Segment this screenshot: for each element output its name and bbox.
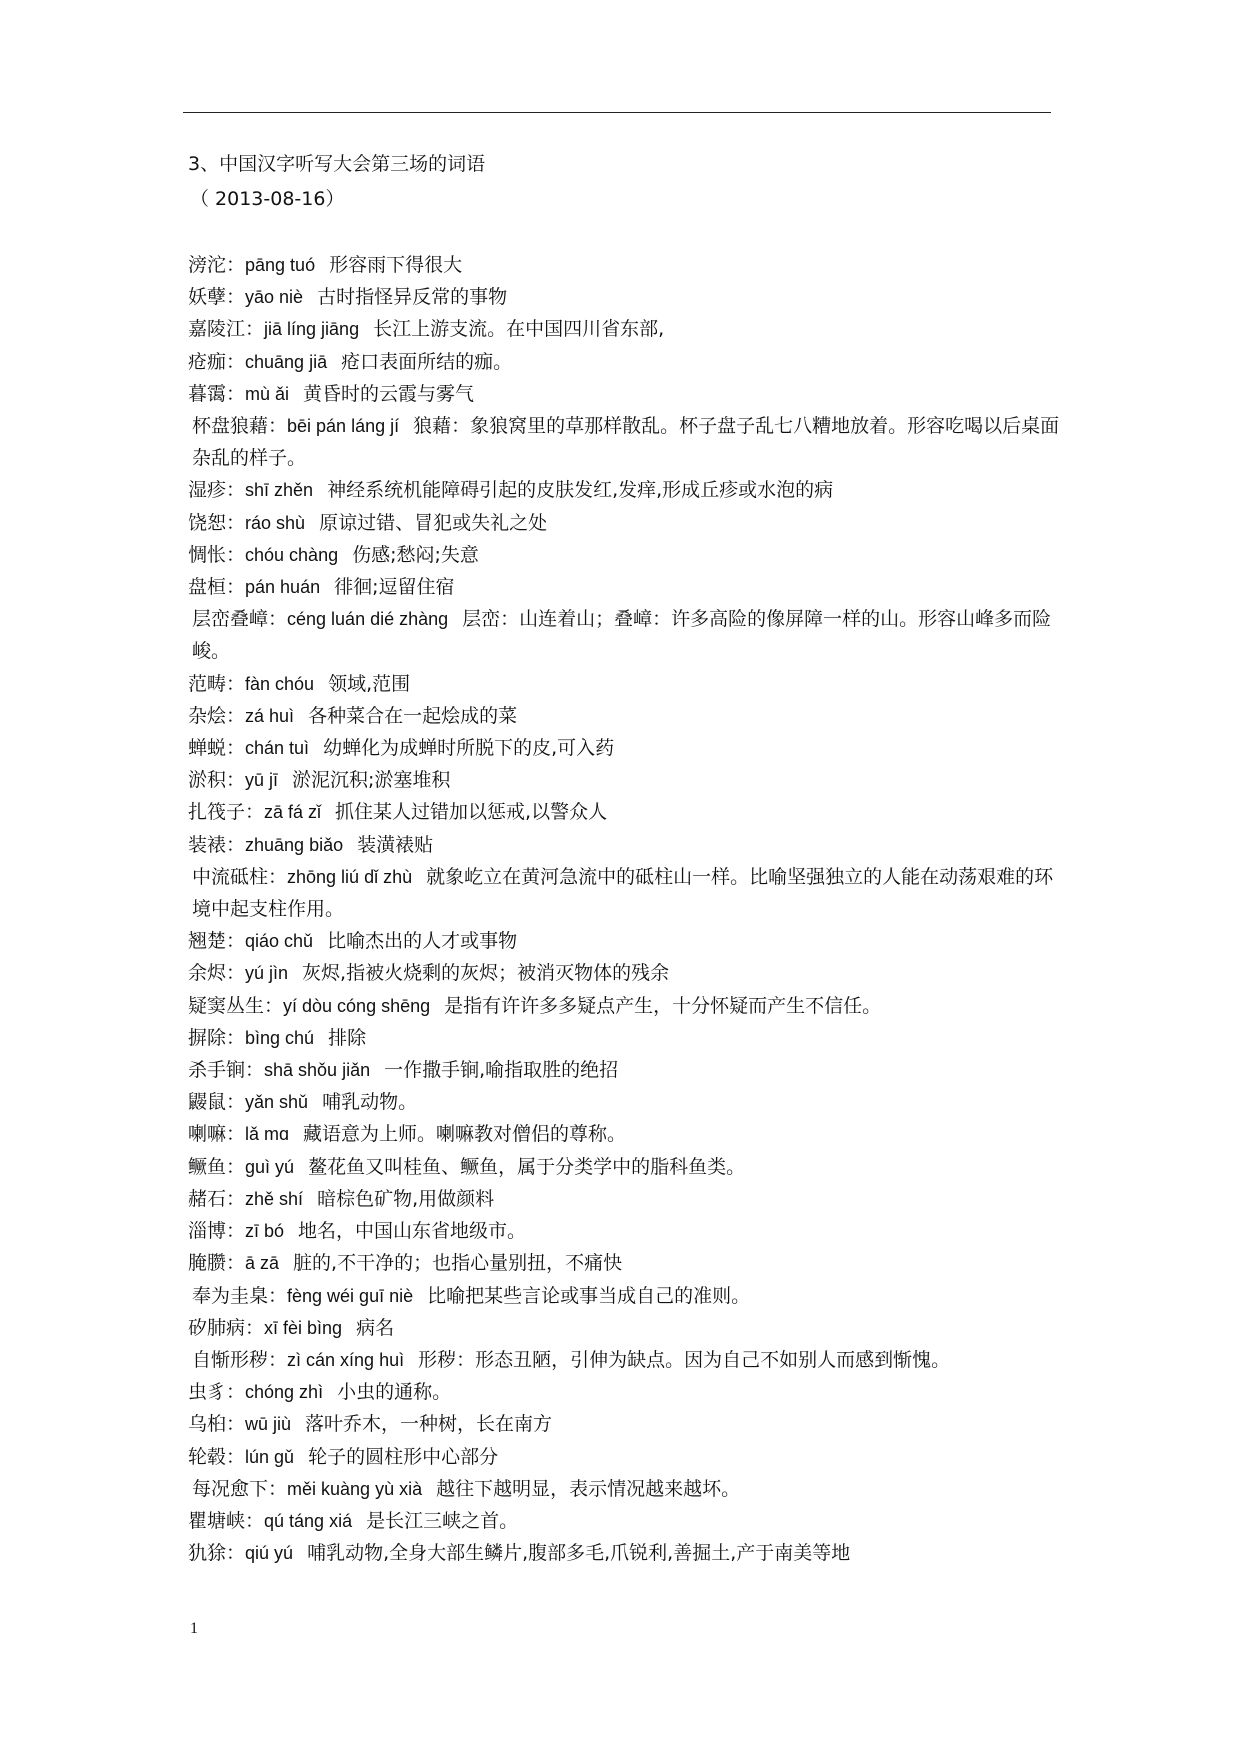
entry-pinyin: mù ǎi (245, 383, 290, 404)
entry-pinyin: pāng tuó (245, 255, 316, 275)
entry-definition: 比喻杰出的人才或事物 (327, 930, 518, 953)
entry-pinyin: ráo shù (245, 512, 306, 533)
entry-pinyin: zá huì (245, 705, 295, 726)
word-entry (188, 410, 1068, 474)
entry-word: 虫豸： (188, 1381, 246, 1404)
entry-word: 杀手锏： (188, 1059, 265, 1082)
entry-word: 湿疹： (188, 479, 246, 502)
page-number: 1 (190, 1620, 198, 1637)
entry-word: 乌桕： (188, 1413, 246, 1436)
entry-pinyin: yí dòu cóng shēng (283, 995, 431, 1016)
entry-definition: 小虫的通称。 (337, 1381, 452, 1404)
entry-pinyin: chuāng jiā (245, 351, 328, 372)
entry-pinyin: jiā líng jiāng (264, 319, 360, 340)
entry-definition: 淤泥沉积;淤塞堆积 (292, 769, 451, 792)
entry-word: 暮霭： (188, 382, 246, 405)
word-entry (188, 378, 1068, 410)
entry-definition: 古时指怪异反常的事物 (317, 286, 508, 309)
entry-word: 翘楚： (188, 930, 246, 953)
entry-definition: 长江上游支流。在中国四川省东部, (373, 318, 665, 341)
entry-definition: 神经系统机能障碍引起的皮肤发红,发痒,形成丘疹或水泡的病 (327, 479, 834, 502)
entry-word: 盘桓： (188, 576, 246, 599)
entry-word: 余烬： (188, 962, 246, 985)
entry-definition: 层峦：山连着山；叠嶂：许多高险的像屏障一样的山。形容山峰多而险峻。 (192, 608, 1052, 663)
word-entry (188, 1118, 1068, 1150)
entry-word: 妖孽： (188, 286, 246, 309)
entry-word: 矽肺病： (188, 1316, 265, 1339)
word-entry (188, 571, 1068, 603)
entry-pinyin: bìng chú (245, 1027, 315, 1048)
entry-pinyin: qiú yú (245, 1543, 294, 1564)
word-entry (188, 249, 1068, 281)
entry-definition: 落叶乔木，一种树，长在南方 (305, 1413, 553, 1436)
entry-definition: 疮口表面所结的痂。 (341, 350, 513, 373)
entry-word: 嘉陵江： (188, 318, 265, 341)
entry-pinyin: céng luán dié zhàng (287, 609, 449, 630)
word-entry (188, 700, 1068, 732)
entry-pinyin: qú táng xiá (264, 1510, 353, 1531)
word-entry (188, 990, 1068, 1022)
word-entry (188, 1505, 1068, 1537)
entry-word: 层峦叠嶂： (192, 608, 288, 631)
entry-pinyin: qiáo chǔ (245, 931, 314, 952)
entry-definition: 装潢裱贴 (357, 833, 434, 856)
entry-definition: 形秽：形态丑陋，引伸为缺点。因为自己不如别人而感到惭愧。 (418, 1348, 951, 1371)
word-entry (188, 1151, 1068, 1183)
entry-definition: 各种菜合在一起烩成的菜 (308, 704, 518, 727)
entry-word: 杂烩： (188, 704, 246, 727)
entry-definition: 脏的,不干净的；也指心量别扭，不痛快 (293, 1252, 623, 1275)
word-entry (188, 346, 1068, 378)
word-entry (188, 313, 1068, 345)
entry-pinyin: xī fèi bìng (264, 1317, 343, 1338)
entry-word: 腌臜： (188, 1252, 246, 1275)
entry-pinyin: fàn chóu (245, 673, 315, 694)
entry-word: 疮痂： (188, 350, 246, 373)
entry-pinyin: guì yú (245, 1156, 295, 1177)
entry-pinyin: zī bó (245, 1221, 285, 1242)
entry-definition: 领域,范围 (328, 672, 411, 695)
entry-definition: 就象屹立在黄河急流中的砥柱山一样。比喻坚强独立的人能在动荡艰难的环境中起支柱作用。 (192, 865, 1054, 921)
entry-definition: 鳌花鱼又叫桂鱼、鳜鱼，属于分类学中的脂科鱼类。 (308, 1155, 746, 1178)
entry-definition: 一作撒手锏,喻指取胜的绝招 (384, 1059, 619, 1082)
entry-definition: 是长江三峡之首。 (366, 1509, 519, 1532)
entry-pinyin: bēi pán láng jí (287, 416, 400, 437)
entry-pinyin: yǎn shǔ (245, 1092, 309, 1113)
entry-pinyin: měi kuàng yù xià (287, 1478, 423, 1499)
word-entry (188, 1183, 1068, 1215)
entry-definition: 越往下越明显，表示情况越来越坏。 (436, 1477, 741, 1500)
entry-definition: 黄昏时的云霞与雾气 (303, 382, 475, 405)
entry-pinyin: zhuāng biǎo (245, 834, 344, 855)
entry-pinyin: zhě shí (245, 1188, 304, 1209)
word-entry (188, 1344, 1068, 1376)
word-entry (188, 539, 1068, 571)
entry-word: 喇嘛： (188, 1123, 246, 1146)
entry-word: 惆怅： (188, 543, 246, 566)
entry-pinyin: chán tuì (245, 738, 310, 759)
entry-pinyin: yú jìn (245, 963, 289, 984)
entry-word: 扎筏子： (188, 801, 265, 824)
word-entry (188, 1537, 1068, 1569)
document-date: （ 2013-08-16） (190, 188, 345, 210)
word-entry (188, 1441, 1068, 1473)
entry-definition: 排除 (328, 1026, 367, 1049)
word-entry (188, 1086, 1068, 1118)
entry-word: 装裱： (188, 833, 246, 856)
word-entry (188, 1408, 1068, 1440)
entry-word: 赭石： (188, 1187, 246, 1210)
entry-word: 范畴： (188, 672, 246, 695)
entry-definition: 形容雨下得很大 (329, 254, 463, 276)
word-entry (188, 1054, 1068, 1086)
word-entry (188, 668, 1068, 700)
entry-definition: 是指有许许多多疑点产生，十分怀疑而产生不信任。 (444, 994, 882, 1017)
word-list (188, 249, 1068, 1569)
entry-definition: 幼蝉化为成蝉时所脱下的皮,可入药 (323, 737, 615, 760)
word-entry (188, 474, 1068, 506)
entry-word: 每况愈下： (192, 1477, 288, 1500)
word-entry (188, 603, 1068, 667)
entry-word: 轮毂： (188, 1445, 246, 1468)
entry-pinyin: zhōng liú dǐ zhù (287, 866, 413, 887)
entry-pinyin: zì cán xíng huì (287, 1349, 405, 1370)
entry-word: 犰狳： (188, 1542, 246, 1565)
entry-word: 中流砥柱： (192, 865, 288, 888)
entry-definition: 原谅过错、冒犯或失礼之处 (319, 511, 548, 534)
word-entry (188, 1312, 1068, 1344)
entry-definition: 狼藉：象狼窝里的草那样散乱。杯子盘子乱七八糟地放着。形容吃喝以后桌面杂乱的样子。 (192, 415, 1060, 470)
entry-word: 奉为圭臬： (192, 1284, 288, 1307)
entry-word: 淤积： (188, 769, 246, 792)
entry-definition: 伤感;愁闷;失意 (352, 543, 479, 566)
entry-word: 鳜鱼： (188, 1155, 246, 1178)
word-entry (188, 1376, 1068, 1408)
entry-pinyin: wū jiù (245, 1414, 292, 1435)
entry-pinyin: yāo niè (245, 287, 304, 308)
entry-word: 自惭形秽： (192, 1348, 288, 1371)
entry-word: 饶恕： (188, 511, 246, 534)
word-entry (188, 281, 1068, 313)
entry-word: 滂沱： (188, 254, 246, 276)
word-entry (188, 764, 1068, 796)
entry-word: 瞿塘峡： (188, 1509, 265, 1532)
entry-word: 杯盘狼藉： (192, 415, 288, 438)
word-entry (188, 507, 1068, 539)
word-entry (188, 1215, 1068, 1247)
entry-definition: 灰烬,指被火烧剩的灰烬；被消灭物体的残余 (302, 962, 670, 985)
entry-word: 摒除： (188, 1026, 246, 1049)
entry-pinyin: zā fá zǐ (264, 802, 322, 823)
entry-definition: 哺乳动物,全身大部生鳞片,腹部多毛,爪锐利,善掘土,产于南美等地 (307, 1542, 851, 1565)
entry-pinyin: fèng wéi guī niè (287, 1285, 414, 1306)
entry-definition: 抓住某人过错加以惩戒,以警众人 (335, 801, 608, 824)
header-rule (183, 112, 1051, 113)
word-entry (188, 861, 1068, 925)
entry-definition: 轮子的圆柱形中心部分 (308, 1445, 499, 1468)
entry-word: 蝉蜕： (188, 737, 246, 760)
entry-pinyin: shī zhěn (245, 480, 314, 501)
word-entry (188, 796, 1068, 828)
entry-word: 疑窦丛生： (188, 994, 284, 1017)
entry-word: 淄博： (188, 1220, 246, 1243)
word-entry (188, 925, 1068, 957)
entry-definition: 哺乳动物。 (322, 1091, 418, 1114)
entry-pinyin: yū jī (245, 770, 279, 791)
entry-definition: 徘徊;逗留住宿 (334, 576, 455, 599)
word-entry (188, 829, 1068, 861)
entry-definition: 暗棕色矿物,用做颜料 (317, 1187, 495, 1210)
entry-pinyin: lún gǔ (245, 1446, 295, 1467)
entry-pinyin: shā shǒu jiǎn (264, 1060, 371, 1081)
entry-definition: 地名，中国山东省地级市。 (298, 1220, 527, 1243)
entry-definition: 藏语意为上师。喇嘛教对僧侣的尊称。 (303, 1123, 627, 1146)
entry-definition: 病名 (356, 1316, 395, 1339)
entry-pinyin: ā zā (245, 1253, 280, 1274)
word-entry (188, 1022, 1068, 1054)
entry-pinyin: chóu chàng (245, 544, 339, 565)
word-entry (188, 957, 1068, 989)
word-entry (188, 1473, 1068, 1505)
entry-pinyin: pán huán (245, 577, 321, 598)
word-entry (188, 732, 1068, 764)
document-title: 3、中国汉字听写大会第三场的词语 (188, 153, 486, 175)
entry-definition: 比喻把某些言论或事当成自己的准则。 (427, 1284, 751, 1307)
entry-pinyin: chóng zhì (245, 1382, 324, 1403)
word-entry (188, 1247, 1068, 1279)
word-entry (188, 1280, 1068, 1312)
entry-pinyin: lǎ mɑ (245, 1124, 290, 1145)
entry-word: 鼹鼠： (188, 1091, 246, 1114)
